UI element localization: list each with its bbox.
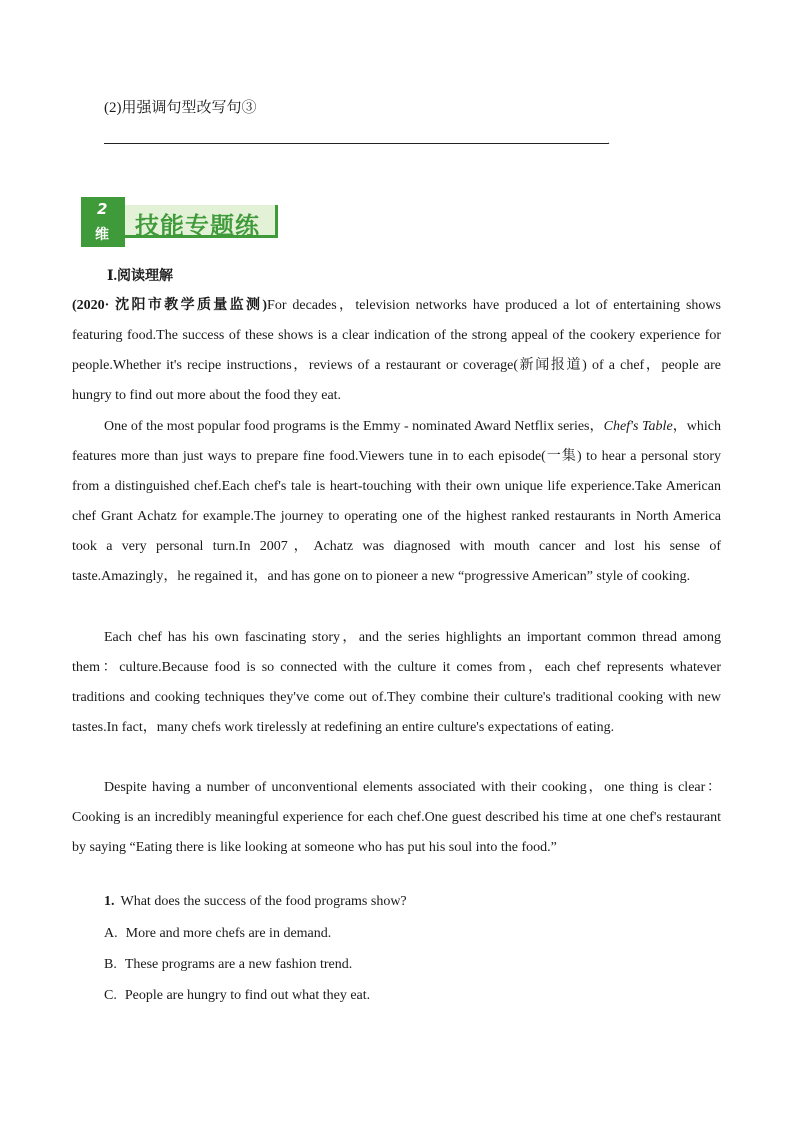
option-text: More and more chefs are in demand. [125,926,332,941]
passage-paragraph-1 [72,291,721,411]
option-letter: C. [104,988,117,1003]
passage-paragraph-4 [72,773,721,863]
badge-title: 技能专题练 [135,212,260,240]
paragraph-2-text-a: One of the most popular food programs is the Emmy - nominated Award Netflix series， [104,419,604,434]
badge-number-block [81,197,125,247]
question-1-stem [104,894,407,910]
option-text: People are hungry to find out what they eat. [124,988,371,1003]
question-number: 1. [104,894,115,909]
paragraph-4-text: Despite having a number of unconventional elements associated with their cooking，one thing is clear：Cooking is an incredibly meaningful experience for each chef.One guest described his time at one chef's restaurant by saying “Eating there is like looking at someone who has put his soul into the food.” [72,780,721,855]
passage-source: (2020· 沈阳市教学质量监测) [72,298,268,313]
paragraph-3-text: Each chef has his own fascinating story，and the series highlights an important common thread among them：culture.Because food is so connected with the culture it comes from，each chef represents whatever traditions and cooking techniques they've come out of.They combine their culture's traditional cooking with new tastes.In fact，many chefs work tirelessly at redefining an entire culture's expectations of eating. [72,630,721,735]
option-a[interactable] [104,926,331,942]
paragraph-2-text-b: ，which features more than just ways to prepare fine food.Viewers tune in to each episode(一集) to hear a personal story from a distinguished chef.Each chef's tale is heart-touching with their own unique life experience.Take American chef Grant Achatz for example.The journey to operating one of the highest ranked restaurants in North America took a very personal turn.In 2007，Achatz was diagnosed with mouth cancer and lost his sense of taste.Amazingly，he regained it，and has gone on to pioneer a new “progressive American” style of cooking. [72,419,721,584]
option-letter: A. [104,926,118,941]
rewrite-task-prompt: (2)用强调句型改写句③ [104,100,257,116]
question-text: What does the success of the food programs show? [120,894,407,909]
passage-paragraph-3 [72,623,721,743]
passage-paragraph-2 [72,412,721,592]
paragraph-1-text: For decades，television networks have produced a lot of entertaining shows featuring food.The success of these shows is a clear indication of the strong appeal of the cookery experience for people.Whether it's recipe instructions，reviews of a restaurant or coverage(新闻报道) of a chef，people are hungry to find out more about the food they eat. [72,298,721,403]
section-badge [81,197,276,247]
section-heading: Ⅰ.阅读理解 [107,269,174,284]
option-letter: B. [104,957,117,972]
option-c[interactable] [104,988,370,1004]
option-b[interactable] [104,957,352,973]
option-text: These programs are a new fashion trend. [124,957,353,972]
badge-unit: 维 [95,227,109,243]
answer-end-mark: . [607,133,610,147]
badge-number: 2 [97,200,108,218]
series-title: Chef's Table [603,419,673,434]
answer-blank-line[interactable] [104,143,608,144]
